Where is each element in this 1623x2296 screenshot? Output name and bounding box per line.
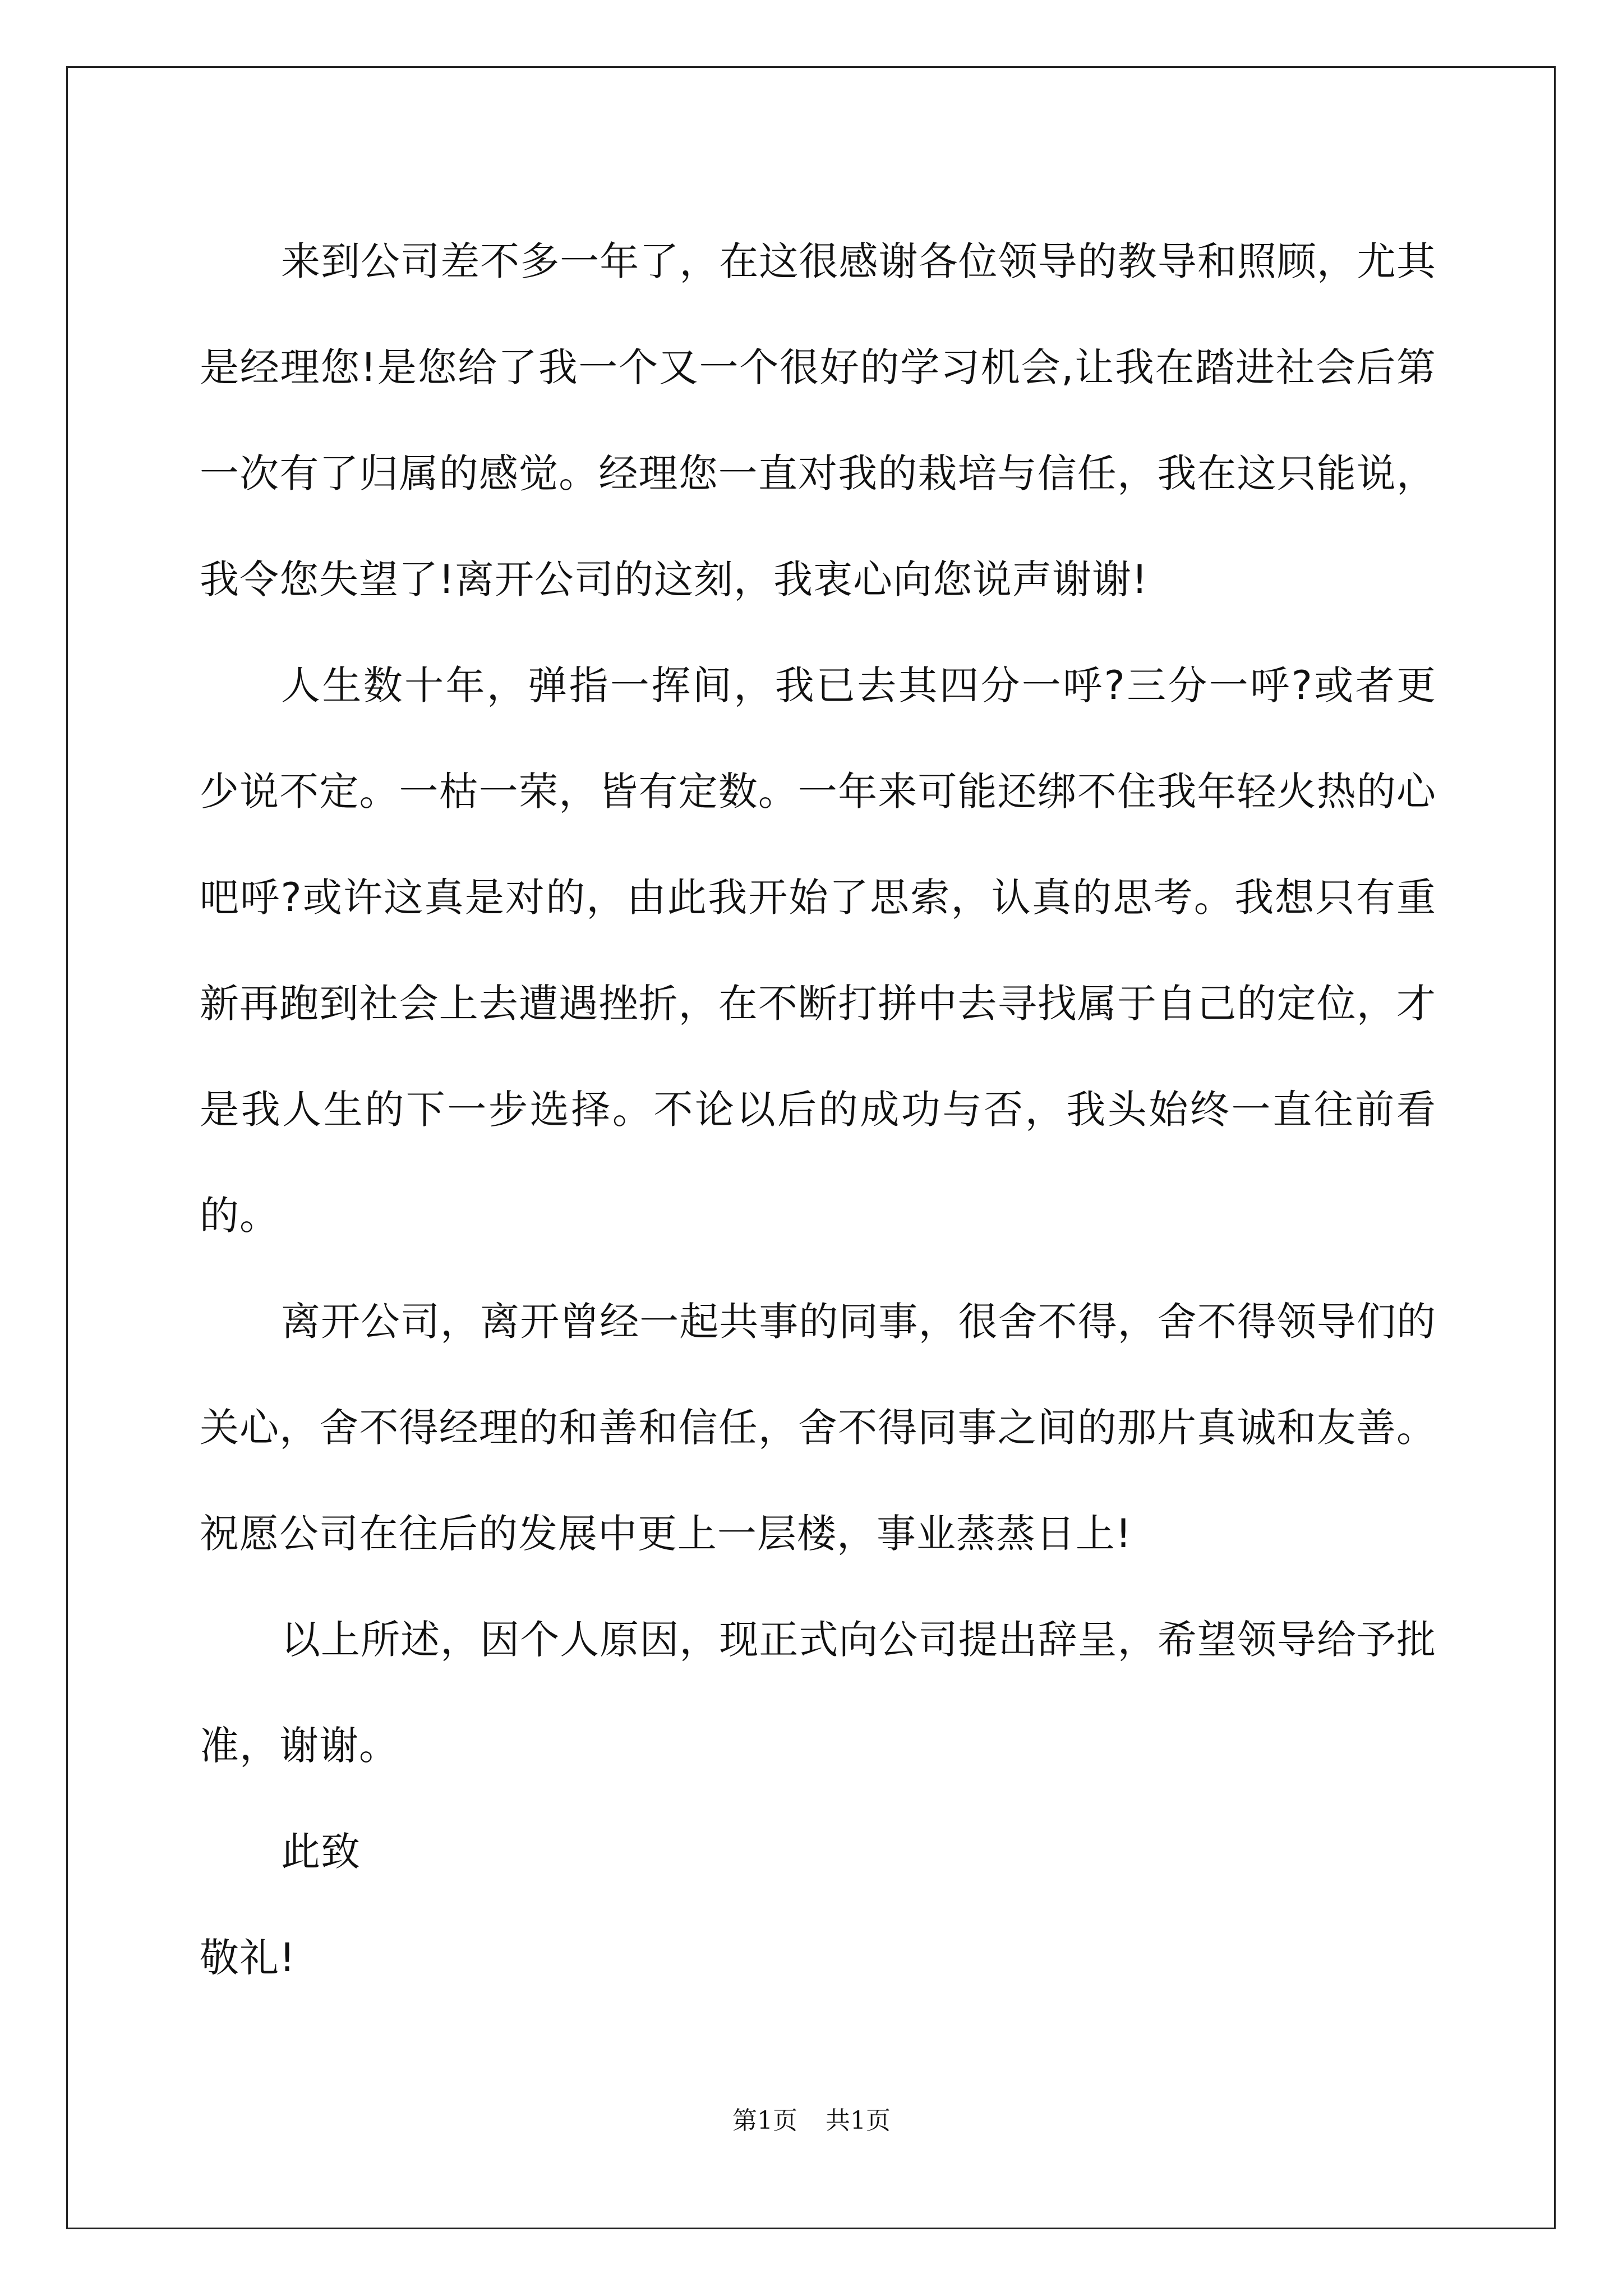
closing-line: 此致 xyxy=(281,1829,361,1875)
page-footer xyxy=(0,2100,1623,2136)
page-number-total: 共1页 xyxy=(826,2106,891,2135)
paragraph-1: 来到公司差不多一年了，在这很感谢各位领导的教导和照顾，尤其是经理您!是您给了我一个又一个很好的学习机会,让我在踏进社会后第一次有了归属的感觉。经理您一直对我的栽培与信任，我在这只能说，我令您失望了!离开公司的这刻，我衷心向您说声谢谢! xyxy=(200,238,1436,602)
salutation-line: 敬礼! xyxy=(200,1935,296,1981)
page-number-current: 第1页 xyxy=(732,2106,797,2135)
paragraph-4: 以上所述，因个人原因，现正式向公司提出辞呈，希望领导给予批准，谢谢。 xyxy=(200,1617,1436,1769)
paragraph-3: 离开公司，离开曾经一起共事的同事，很舍不得，舍不得领导们的关心，舍不得经理的和善和信任，舍不得同事之间的那片真诚和友善。祝愿公司在往后的发展中更上一层楼，事业蒸蒸日上! xyxy=(200,1299,1436,1557)
paragraph-2: 人生数十年，弹指一挥间，我已去其四分一呼?三分一呼?或者更少说不定。一枯一荣，皆有定数。一年来可能还绑不住我年轻火热的心吧呼?或许这真是对的，由此我开始了思索，认真的思考。我想只有重新再跑到社会上去遭遇挫折，在不断打拼中去寻找属于自己的定位，才是我人生的下一步选择。不论以后的成功与否，我头始终一直往前看的。 xyxy=(200,662,1436,1239)
letter-body xyxy=(200,209,1436,2011)
